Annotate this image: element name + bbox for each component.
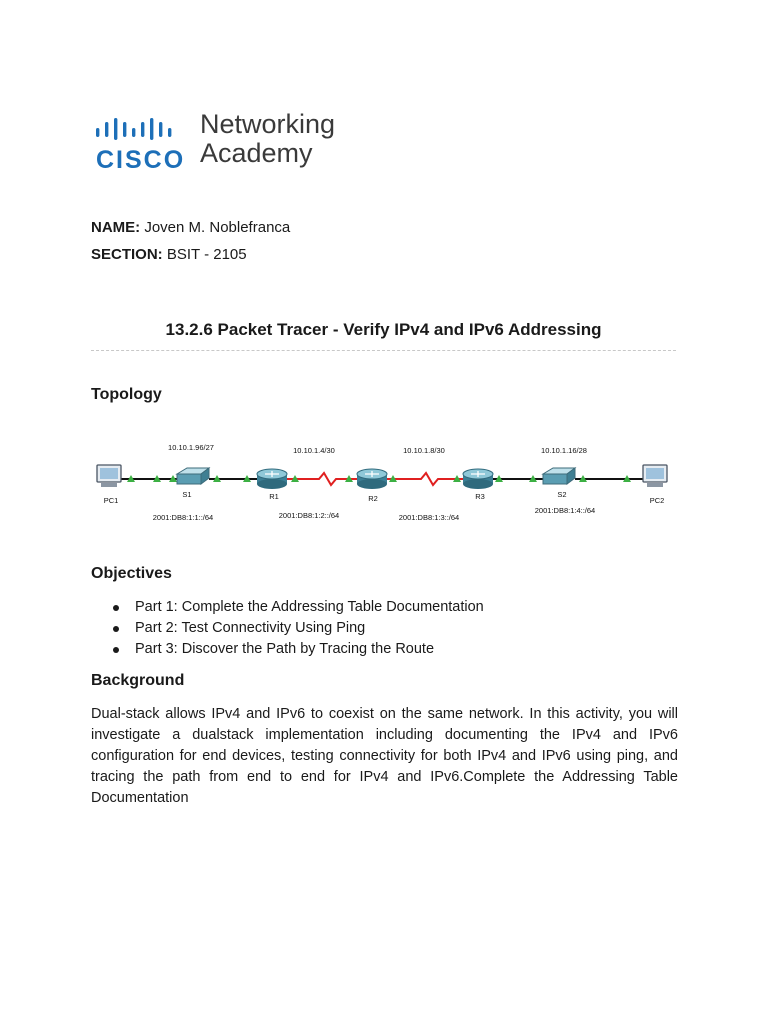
router-r1-icon — [257, 469, 287, 489]
list-item: Part 2: Test Connectivity Using Ping — [110, 618, 484, 639]
student-section-line — [91, 246, 247, 263]
bullet-icon — [113, 626, 119, 632]
ipv4-wan1-label: 10.10.1.4/30 — [293, 446, 335, 455]
pc1-icon — [97, 465, 121, 487]
list-item: Part 3: Discover the Path by Tracing the Route — [110, 639, 484, 660]
ipv4-lan2-label: 10.10.1.16/28 — [541, 446, 587, 455]
background-heading: Background — [91, 672, 185, 689]
cisco-networking-academy-logo — [94, 109, 354, 176]
pc2-icon — [643, 465, 667, 487]
section-value: BSIT - 2105 — [166, 246, 247, 263]
name-label: NAME: — [91, 219, 141, 236]
topology-heading: Topology — [91, 386, 162, 403]
label-pc1: PC1 — [103, 496, 119, 505]
ipv4-wan2-label: 10.10.1.8/30 — [403, 446, 445, 455]
ipv6-lan2-label: 2001:DB8:1:4::/64 — [534, 506, 596, 515]
router-r2-icon — [357, 469, 387, 489]
label-r3: R3 — [475, 492, 485, 501]
background-paragraph: Dual-stack allows IPv4 and IPv6 to coexist on the same network. In this activity, you will investigate a dualstack implementation including documenting the IPv4 and IPv6 configuration for end devices, testing connectivity for both IPv4 and IPv6 using ping, and tracing the path from end to end for IPv4 and IPv6.Complete the Addressing Table Documentation — [91, 706, 678, 806]
label-pc2: PC2 — [649, 496, 665, 505]
cisco-bars-icon — [94, 118, 186, 142]
list-item: Part 1: Complete the Addressing Table Documentation — [110, 597, 484, 618]
objectives-heading: Objectives — [91, 565, 172, 582]
router-r3-icon — [463, 469, 493, 489]
link-r1-r2-serial — [287, 473, 357, 485]
objectives-list — [110, 597, 484, 660]
student-name-line — [91, 219, 290, 236]
switch-s2-icon — [543, 468, 575, 484]
bullet-icon — [113, 647, 119, 653]
label-r2: R2 — [368, 494, 378, 503]
label-s2: S2 — [557, 490, 567, 499]
label-r1: R1 — [269, 492, 279, 501]
ipv4-lan1-label: 10.10.1.96/27 — [168, 443, 214, 452]
cisco-wordmark: CISCO — [96, 146, 186, 174]
bullet-icon — [113, 605, 119, 611]
title-divider — [91, 350, 676, 351]
network-topology-diagram — [91, 432, 691, 532]
document-title: 13.2.6 Packet Tracer - Verify IPv4 and IPv6 Addressing — [165, 320, 602, 339]
networking-academy-text: Networking Academy — [200, 109, 336, 168]
ipv6-wan2-label: 2001:DB8:1:3::/64 — [398, 513, 460, 522]
ipv6-lan1-label: 2001:DB8:1:1::/64 — [152, 513, 214, 522]
label-s1: S1 — [182, 490, 192, 499]
section-label: SECTION: — [91, 246, 163, 263]
link-r2-r3-serial — [385, 473, 463, 485]
ipv6-wan1-label: 2001:DB8:1:2::/64 — [278, 511, 340, 520]
name-value: Joven M. Noblefranca — [144, 219, 291, 236]
switch-s1-icon — [177, 468, 209, 484]
